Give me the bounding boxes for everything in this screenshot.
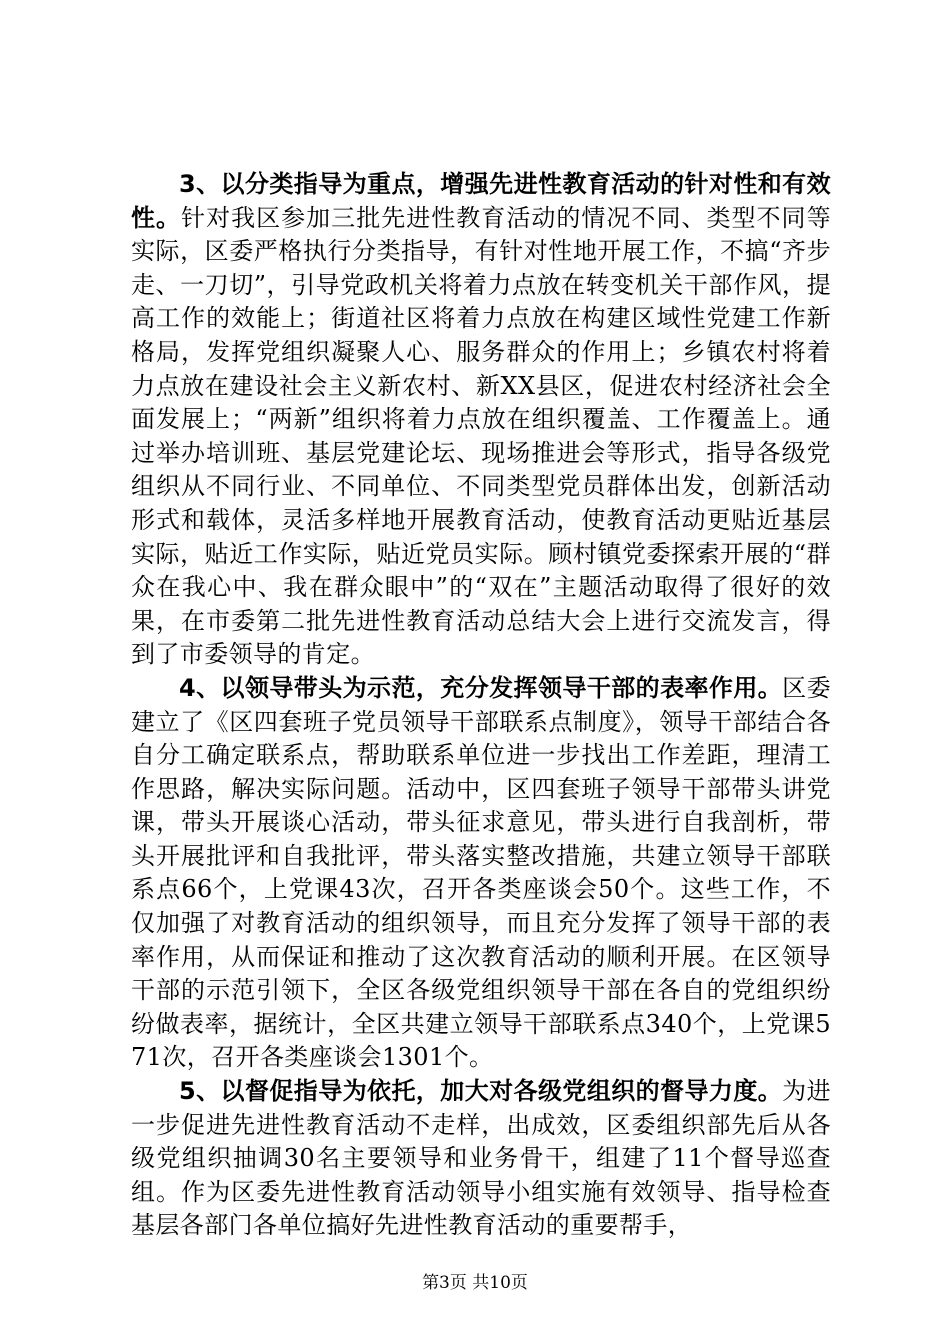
paragraph-5 [131,1075,831,1243]
document-body [131,168,831,1243]
paragraph-5-text: 为进一步促进先进性教育活动不走样，出成效，区委组织部先后从各级党组织抽调30名主要领导和业务骨干，组建了11个督导巡查组。作为区委先进性教育活动领导小组实施有效领导、指导检查基层各部门各单位搞好先进性教育活动的重要帮手， [131,1077,831,1240]
page-number-label: 第3页 共10页 [422,1273,528,1293]
paragraph-3-text: 针对我区参加三批先进性教育活动的情况不同、类型不同等实际，区委严格执行分类指导，有针对性地开展工作，不搞“齐步走、一刀切”，引导党政机关将着力点放在转变机关干部作风，提高工作的效能上；街道社区将着力点放在构建区域性党建工作新格局，发挥党组织凝聚人心、服务群众的作用上；乡镇农村将着力点放在建设社会主义新农村、新XX县区，促进农村经济社会全面发展上；“两新”组织将着力点放在组织覆盖、工作覆盖上。通过举办培训班、基层党建论坛、现场推进会等形式，指导各级党组织从不同行业、不同单位、不同类型党员群体出发，创新活动形式和载体，灵活多样地开展教育活动，使教育活动更贴近基层实际，贴近工作实际，贴近党员实际。顾村镇党委探索开展的“群众在我心中、我在群众眼中”的“双在”主题活动取得了很好的效果，在市委第二批先进性教育活动总结大会上进行交流发言，得到了市委领导的肯定。 [131,203,831,669]
paragraph-3 [131,168,831,672]
page-footer [0,1272,950,1294]
paragraph-4-text: 区委建立了《区四套班子党员领导干部联系点制度》，领导干部结合各自分工确定联系点，帮助联系单位进一步找出工作差距，理清工作思路，解决实际问题。活动中，区四套班子领导干部带头讲党课，带头开展谈心活动，带头征求意见，带头进行自我剖析，带头开展批评和自我批评，带头落实整改措施，共建立领导干部联系点66个，上党课43次，召开各类座谈会50个。这些工作，不仅加强了对教育活动的组织领导，而且充分发挥了领导干部的表率作用，从而保证和推动了这次教育活动的顺利开展。在区领导干部的示范引领下，全区各级党组织领导干部在各自的党组织纷纷做表率，据统计，全区共建立领导干部联系点340个，上党课571次，召开各类座谈会1301个。 [131,673,831,1072]
paragraph-4-heading: 4、以领导带头为示范，充分发挥领导干部的表率作用。 [179,673,783,702]
paragraph-5-heading: 5、以督促指导为依托，加大对各级党组织的督导力度。 [179,1077,783,1106]
paragraph-4 [131,672,831,1075]
paragraph-3-heading: 3、以分类指导为重点，增强先进性教育活动的针对性和有效性。 [131,170,831,232]
